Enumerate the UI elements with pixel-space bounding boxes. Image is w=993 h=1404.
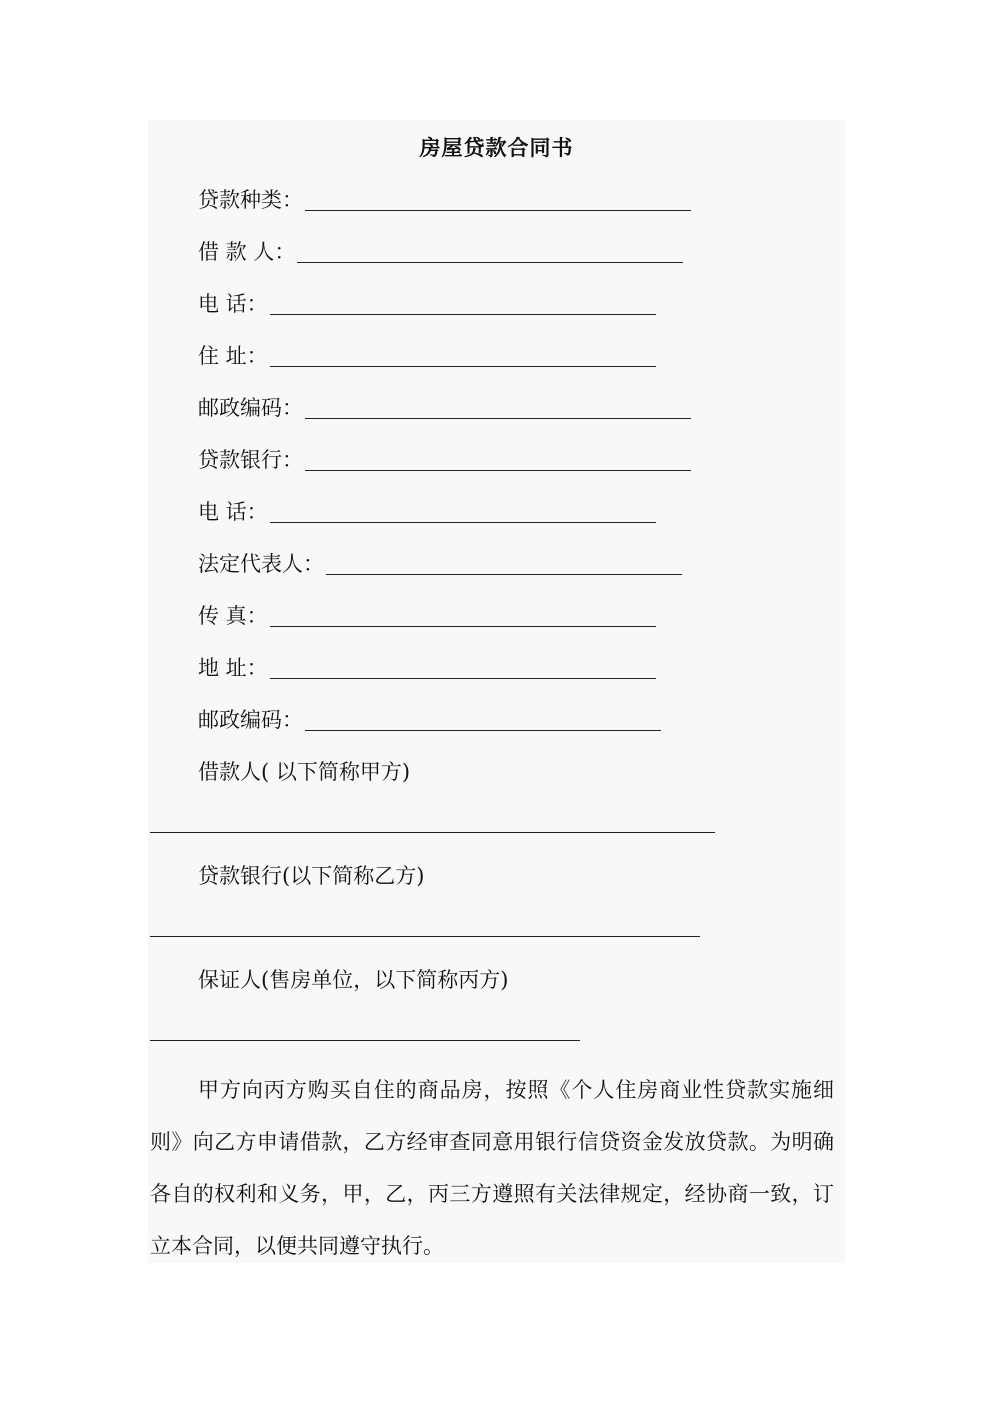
- party-borrower-label: 借款人( 以下简称甲方): [198, 760, 411, 784]
- field-lending-bank: [198, 444, 691, 476]
- fill-in-line: [305, 392, 691, 419]
- fill-in-line: [297, 236, 683, 263]
- party-bank-label: 贷款银行(以下简称乙方): [198, 864, 425, 888]
- field-label: 贷款种类：: [198, 188, 303, 212]
- field-residence: [198, 340, 656, 372]
- party-bank-line: [150, 936, 700, 937]
- field-label: 法定代表人：: [198, 552, 324, 576]
- document-title: 房屋贷款合同书: [419, 135, 574, 160]
- field-label: 住 址：: [198, 344, 268, 368]
- field-bank-postcode: [198, 704, 661, 736]
- field-borrower: [198, 236, 683, 268]
- fill-in-line: [270, 600, 656, 627]
- party-borrower-line: [150, 832, 715, 833]
- field-label: 电 话：: [198, 500, 268, 524]
- field-label: 传 真：: [198, 604, 268, 628]
- party-guarantor-label: 保证人(售房单位，以下简称丙方): [198, 968, 509, 992]
- field-label: 邮政编码：: [198, 396, 303, 420]
- field-label: 邮政编码：: [198, 708, 303, 732]
- field-legal-representative: [198, 548, 682, 580]
- fill-in-line: [305, 184, 691, 211]
- field-fax: [198, 600, 656, 632]
- fill-in-line: [270, 340, 656, 367]
- fill-in-line: [270, 288, 656, 315]
- field-bank-phone: [198, 496, 656, 528]
- field-label: 地 址：: [198, 656, 268, 680]
- fill-in-line: [305, 444, 691, 471]
- fill-in-line: [305, 704, 661, 731]
- fill-in-line: [326, 548, 682, 575]
- fill-in-line: [270, 652, 656, 679]
- party-guarantor-line: [150, 1040, 580, 1041]
- field-borrower-postcode: [198, 392, 691, 424]
- field-label: 电 话：: [198, 292, 268, 316]
- field-borrower-phone: [198, 288, 656, 320]
- fill-in-line: [270, 496, 656, 523]
- field-label: 贷款银行：: [198, 448, 303, 472]
- contract-preamble: 甲方向丙方购买自住的商品房，按照《个人住房商业性贷款实施细则》向乙方申请借款，乙方经审查同意用银行信贷资金发放贷款。为明确各自的权利和义务，甲，乙，丙三方遵照有关法律规定，经协商一致，订立本合同，以便共同遵守执行。: [150, 1078, 834, 1258]
- field-label: 借 款 人：: [198, 240, 296, 264]
- field-bank-address: [198, 652, 656, 684]
- field-loan-type: [198, 184, 691, 216]
